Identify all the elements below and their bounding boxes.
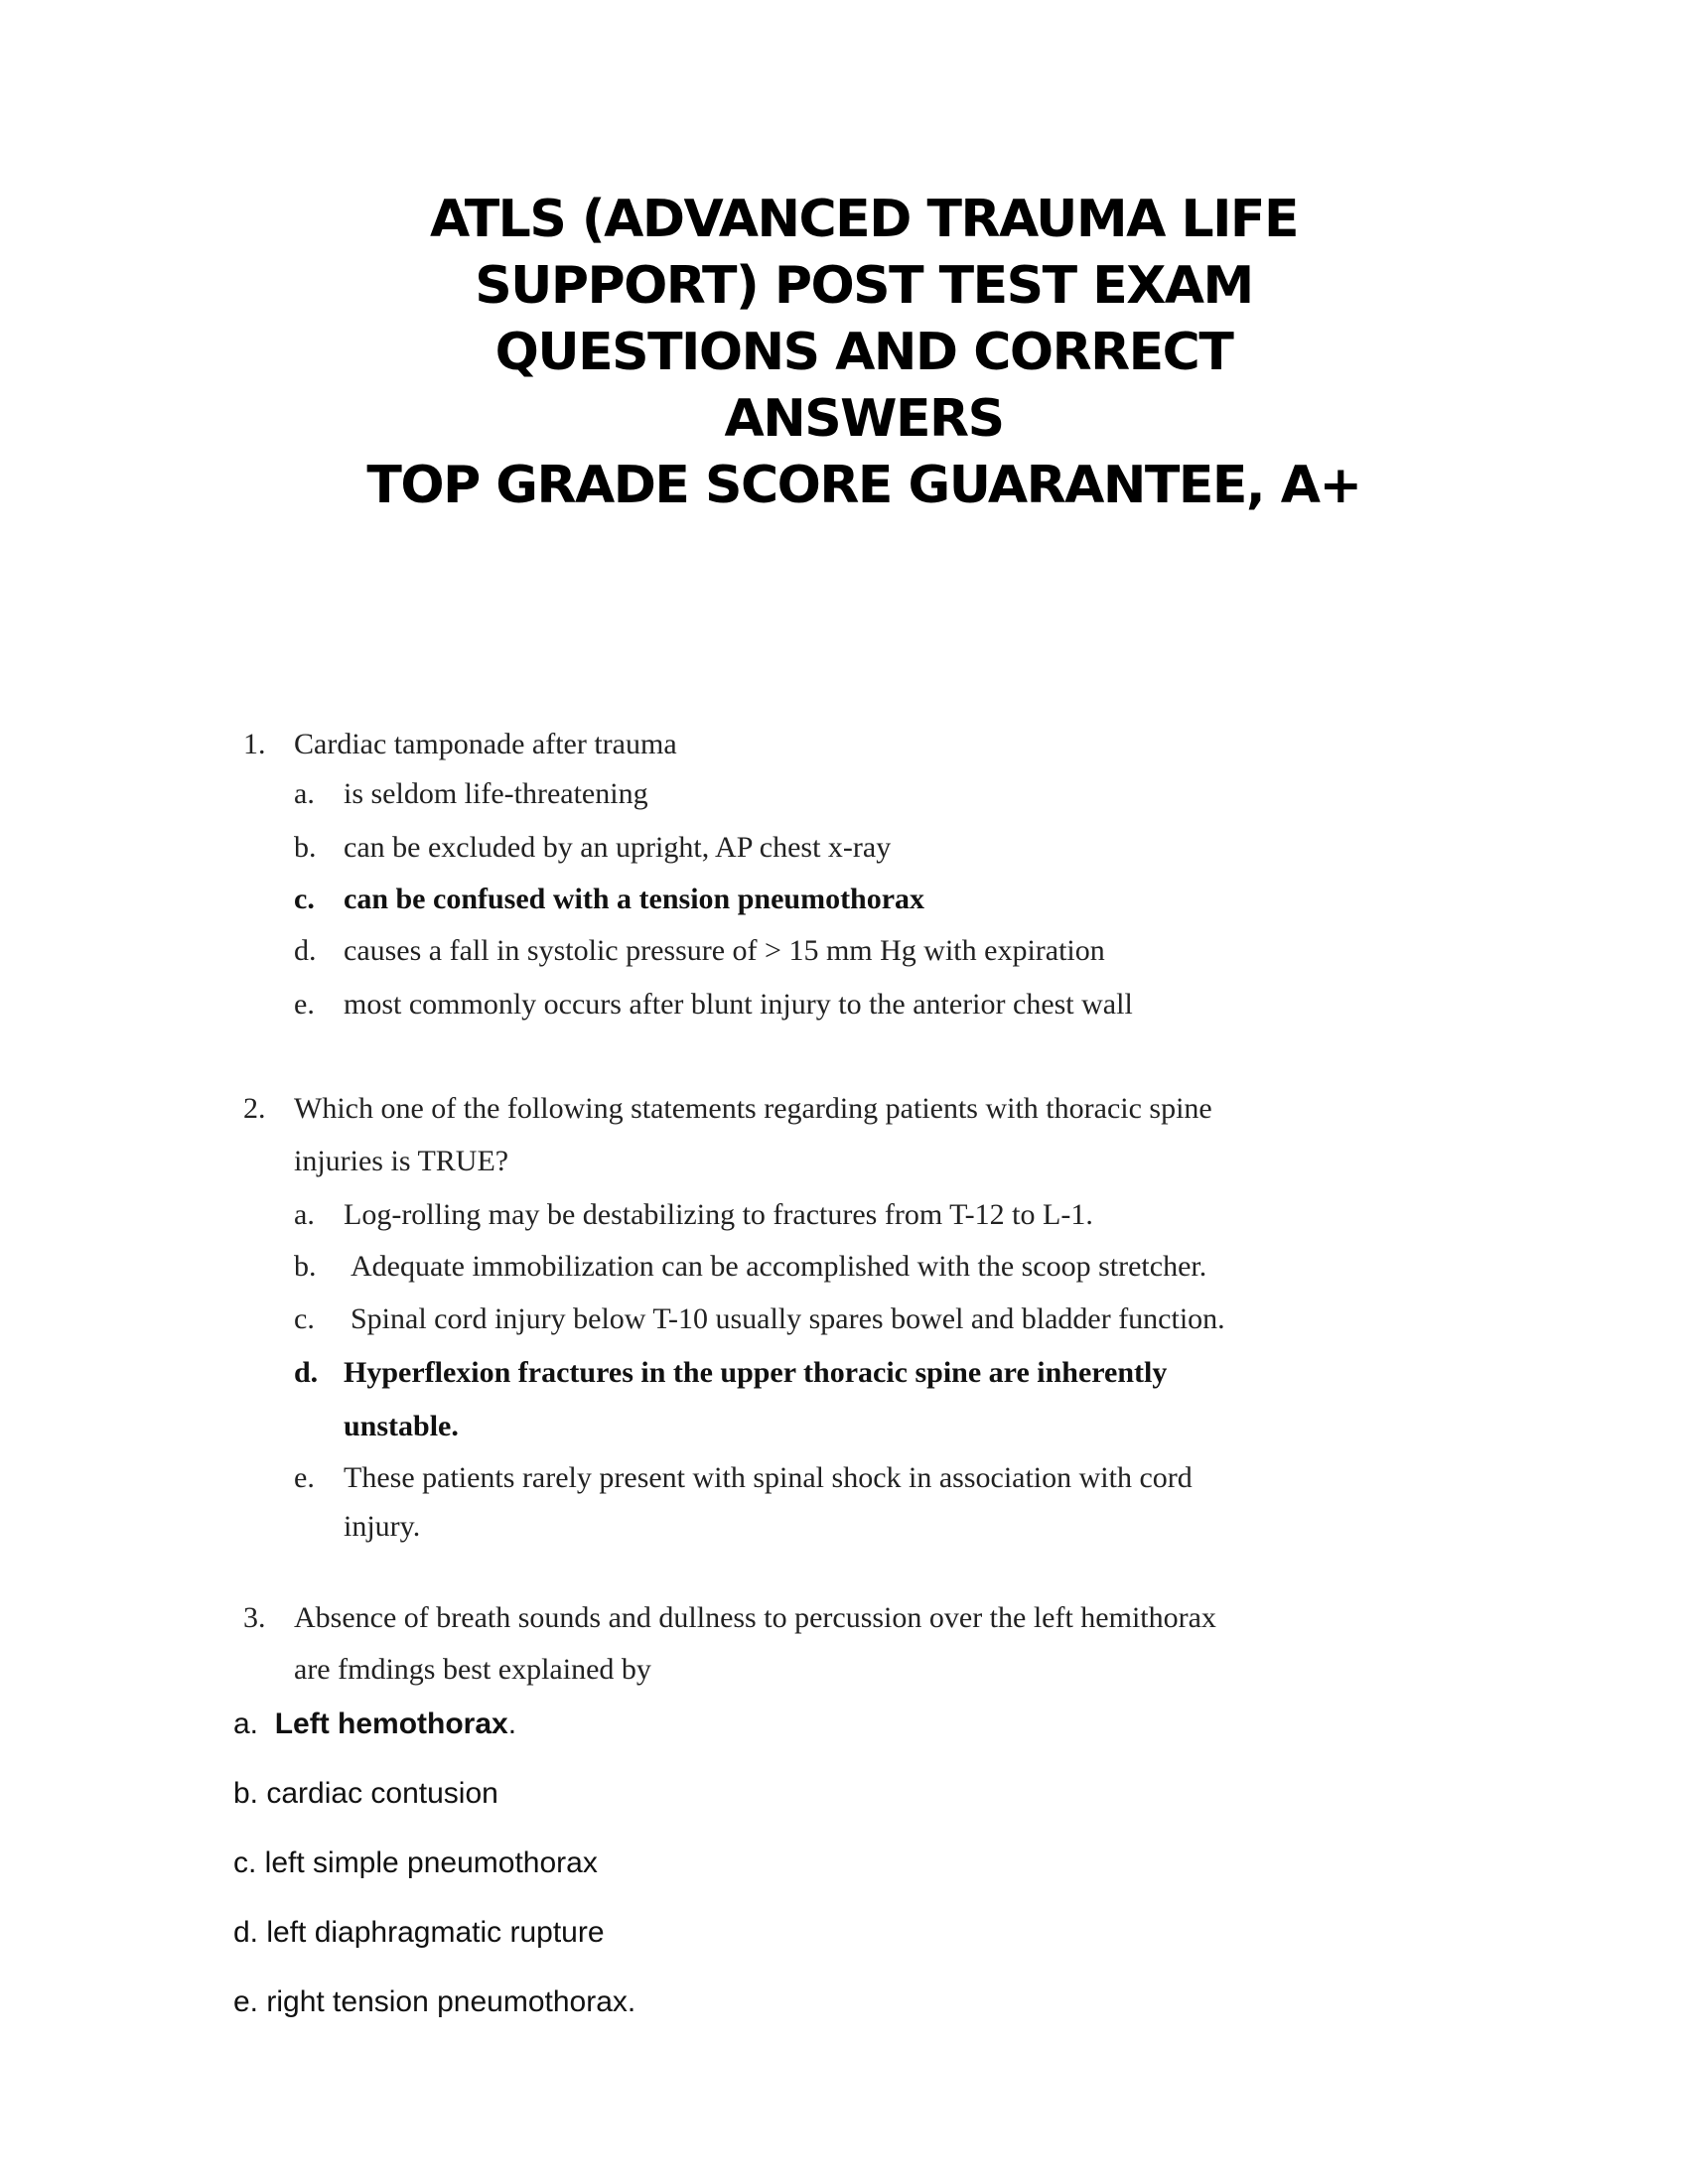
- option-text: most commonly occurs after blunt injury to the anterior chest wall: [344, 988, 1133, 1021]
- option-text: is seldom life-threatening: [344, 777, 648, 810]
- option-text: b. cardiac contusion: [233, 1777, 498, 1810]
- option-text-correct: Left hemothorax: [274, 1707, 508, 1740]
- option-correct: [233, 1706, 516, 1742]
- option-text-correct: Hyperflexion fractures in the upper thoracic spine are inherently: [344, 1356, 1168, 1389]
- option-text: Adequate immobilization can be accomplished with the scoop stretcher.: [351, 1250, 1207, 1283]
- question-stem: Absence of breath sounds and dullness to percussion over the left hemithorax: [294, 1601, 1216, 1634]
- option-text: Log-rolling may be destabilizing to fractures from T-12 to L-1.: [344, 1198, 1093, 1231]
- question-number: 2.: [243, 1092, 266, 1125]
- option-letter-correct: d.: [294, 1356, 319, 1389]
- option-letter: b.: [294, 831, 317, 864]
- question-stem-continued: are fmdings best explained by: [294, 1653, 651, 1686]
- title-line-2: SUPPORT) POST TEST EXAM: [475, 256, 1253, 316]
- option-letter: e.: [294, 988, 315, 1021]
- option-letter-correct: c.: [294, 883, 315, 915]
- question-stem-continued: injuries is TRUE?: [294, 1145, 509, 1177]
- title-line-4: ANSWERS: [724, 389, 1004, 449]
- title-line-1: ATLS (ADVANCED TRAUMA LIFE: [430, 190, 1298, 249]
- question-stem: Cardiac tamponade after trauma: [294, 728, 677, 760]
- question-stem: Which one of the following statements regarding patients with thoracic spine: [294, 1092, 1212, 1125]
- title-line-5: TOP GRADE SCORE GUARANTEE, A+: [366, 456, 1361, 515]
- question-number: 3.: [243, 1601, 266, 1634]
- option-letter: a.: [294, 777, 315, 810]
- option-text: c. left simple pneumothorax: [233, 1846, 598, 1879]
- option-letter: c.: [294, 1302, 315, 1335]
- option-text: These patients rarely present with spinal shock in association with cord: [344, 1461, 1193, 1494]
- option-letter: b.: [294, 1250, 317, 1283]
- option-letter: d.: [294, 934, 317, 967]
- option-text: causes a fall in systolic pressure of > 15 mm Hg with expiration: [344, 934, 1105, 967]
- option-letter: e.: [294, 1461, 315, 1494]
- option-text: can be excluded by an upright, AP chest x-ray: [344, 831, 892, 864]
- option-text-continued: injury.: [344, 1510, 421, 1543]
- option-text-correct: can be confused with a tension pneumothorax: [344, 883, 925, 915]
- option-suffix: .: [507, 1707, 517, 1740]
- option-text-correct-continued: unstable.: [344, 1410, 459, 1442]
- option-text: Spinal cord injury below T-10 usually spares bowel and bladder function.: [351, 1302, 1225, 1335]
- question-number: 1.: [243, 728, 266, 760]
- option-letter: a.: [294, 1198, 315, 1231]
- title-line-3: QUESTIONS AND CORRECT: [494, 323, 1233, 382]
- option-text: d. left diaphragmatic rupture: [233, 1916, 605, 1949]
- document-title: [298, 187, 1430, 519]
- option-text: e. right tension pneumothorax.: [233, 1985, 636, 2018]
- option-letter-correct: a.: [233, 1707, 259, 1740]
